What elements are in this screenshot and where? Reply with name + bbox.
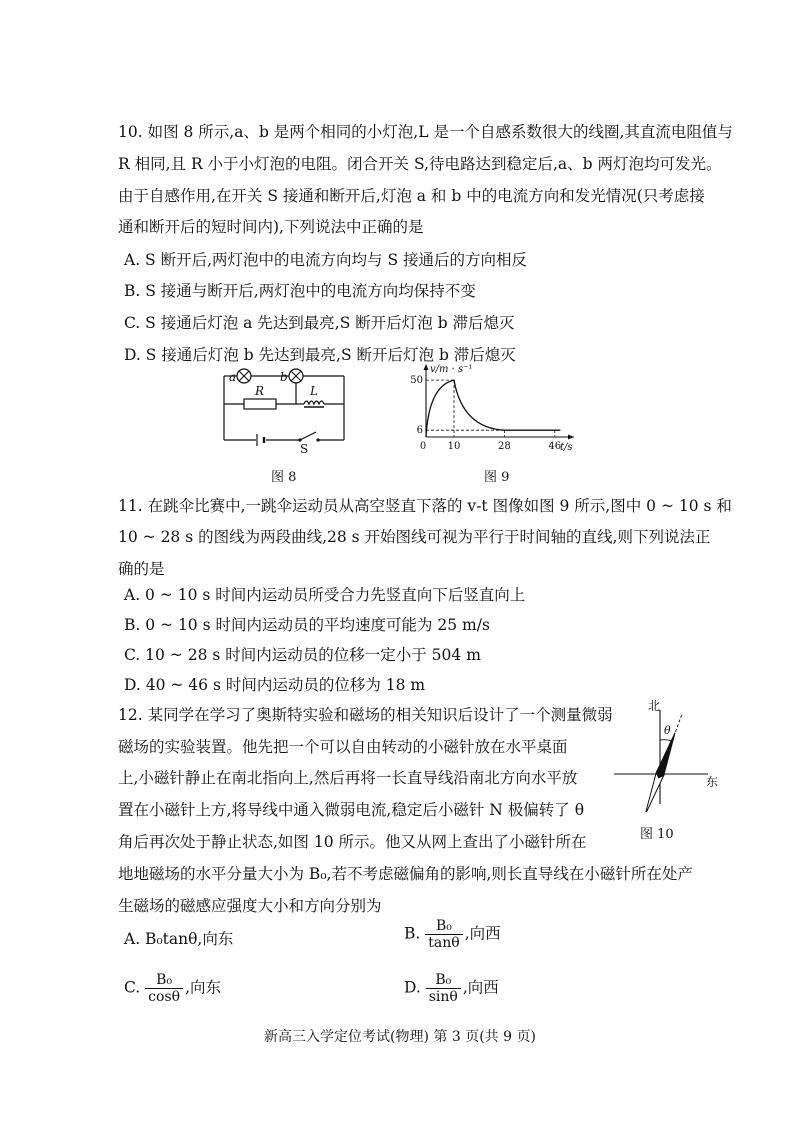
east-label: 东 xyxy=(706,775,719,789)
q12-option-c xyxy=(124,972,221,1005)
figure-9-caption: 图 9 xyxy=(484,470,510,485)
page-footer: 新高三入学定位考试(物理) 第 3 页(共 9 页) xyxy=(264,1029,536,1045)
battery-icon xyxy=(257,434,264,446)
y-tick-6: 6 xyxy=(416,425,423,437)
q10-line2: R 相同,且 R 小于小灯泡的电阻。闭合开关 S,待电路达到稳定后,a、b 两灯泡均可发光。 xyxy=(118,155,722,173)
q10-option-c: C. S 接通后灯泡 a 先达到最亮,S 断开后灯泡 b 滞后熄灭 xyxy=(124,314,515,332)
y-axis-arrow xyxy=(424,364,429,370)
lamp-b-icon xyxy=(289,369,303,383)
option-d-denominator: sinθ xyxy=(428,989,458,1005)
option-b-label: B. xyxy=(404,924,421,943)
x-tick-46: 46 xyxy=(548,441,562,452)
option-d-label: D. xyxy=(404,978,421,997)
theta-arc xyxy=(660,740,672,741)
q12-option-a: A. B₀tanθ,向东 xyxy=(124,930,234,948)
switch-icon xyxy=(298,432,319,442)
q11-line2: 10 ~ 28 s 的图线为两段曲线,28 s 开始图线可视为平行于时间轴的直线,则下列说法正 xyxy=(118,528,711,546)
x-tick-10: 10 xyxy=(447,441,461,452)
inductor-icon xyxy=(304,401,324,404)
q12-line4: 置在小磁针上方,将导线中通入微弱电流,稳定后小磁针 N 极偏转了 θ xyxy=(118,801,585,819)
q11-line1: 11. 在跳伞比赛中,一跳伞运动员从高空竖直下落的 v-t 图像如图 9 所示,图中 0 ~ 10 s 和 xyxy=(118,497,732,515)
label-r: R xyxy=(255,384,265,398)
q11-option-b: B. 0 ~ 10 s 时间内运动员的平均速度可能为 25 m/s xyxy=(124,616,490,634)
q12-option-b xyxy=(404,918,501,951)
q11-option-c: C. 10 ~ 28 s 时间内运动员的位移一定小于 504 m xyxy=(124,646,481,664)
label-l: L xyxy=(310,384,318,398)
q12-line7: 生磁场的磁感应强度大小和方向分别为 xyxy=(118,897,382,915)
label-b: b xyxy=(280,370,288,384)
velocity-curve xyxy=(426,380,560,437)
q10-line3: 由于自感作用,在开关 S 接通和断开后,灯泡 a 和 b 中的电流方向和发光情况(只考虑接 xyxy=(118,187,705,205)
option-b-fraction xyxy=(425,918,462,951)
x-axis-label: t/s xyxy=(560,442,573,453)
q12-option-d xyxy=(404,972,499,1005)
q11-option-d: D. 40 ~ 46 s 时间内运动员的位移为 18 m xyxy=(124,676,426,694)
q10-line1: 10. 如图 8 所示,a、b 是两个相同的小灯泡,L 是一个自感系数很大的线圈,其直流电阻值与 xyxy=(118,123,733,141)
option-c-label: C. xyxy=(124,978,141,997)
figure-10-caption: 图 10 xyxy=(640,827,674,842)
option-d-numerator: B₀ xyxy=(426,972,461,989)
figure-9-chart xyxy=(406,360,586,458)
option-b-denominator: tanθ xyxy=(428,935,460,951)
option-b-numerator: B₀ xyxy=(425,918,462,935)
option-b-direction: ,向西 xyxy=(464,924,501,943)
figure-8-caption: 图 8 xyxy=(271,470,297,485)
option-c-numerator: B₀ xyxy=(145,972,183,989)
north-label: 北 xyxy=(648,700,661,713)
q12-line1: 12. 某同学在学习了奥斯特实验和磁场的相关知识后设计了一个测量微弱 xyxy=(118,706,613,724)
theta-label: θ xyxy=(664,724,671,737)
q12-line6: 地地磁场的水平分量大小为 B₀,若不考虑磁偏角的影响,则长直导线在小磁针所在处产 xyxy=(118,865,693,883)
y-tick-50: 50 xyxy=(410,375,423,387)
x-axis-arrow xyxy=(568,435,574,440)
q12-line5: 角后再次处于静止状态,如图 10 所示。他又从网上查出了小磁针所在 xyxy=(118,833,587,851)
option-d-direction: ,向西 xyxy=(462,978,499,997)
x-tick-0: 0 xyxy=(419,441,427,452)
q12-line3: 上,小磁针静止在南北指向上,然后再将一长直导线沿南北方向水平放 xyxy=(118,769,578,787)
q11-line3: 确的是 xyxy=(118,560,165,578)
y-axis-label: v/m · s⁻¹ xyxy=(430,364,473,375)
label-s: S xyxy=(300,442,309,454)
figure-10-compass xyxy=(610,700,722,812)
q10-option-b: B. S 接通与断开后,两灯泡中的电流方向均保持不变 xyxy=(124,282,476,300)
label-a: a xyxy=(229,370,237,384)
option-d-fraction xyxy=(426,972,461,1005)
q10-line4: 通和断开后的短时间内),下列说法中正确的是 xyxy=(118,218,424,236)
x-tick-28: 28 xyxy=(498,441,511,452)
option-c-denominator: cosθ xyxy=(148,989,181,1005)
option-c-direction: ,向东 xyxy=(185,978,221,997)
q11-option-a: A. 0 ~ 10 s 时间内运动员所受合力先竖直向下后竖直向上 xyxy=(124,586,526,604)
option-c-fraction xyxy=(145,972,183,1005)
q12-line2: 磁场的实验装置。他先把一个可以自由转动的小磁针放在水平桌面 xyxy=(118,738,568,756)
resistor-icon xyxy=(244,399,276,409)
lamp-a-icon xyxy=(237,369,251,383)
q10-option-a: A. S 断开后,两灯泡中的电流方向均与 S 接通后的方向相反 xyxy=(124,251,527,269)
figure-8-circuit xyxy=(220,362,360,454)
q10-option-d: D. S 接通后灯泡 b 先达到最亮,S 断开后灯泡 b 滞后熄灭 xyxy=(124,346,516,364)
